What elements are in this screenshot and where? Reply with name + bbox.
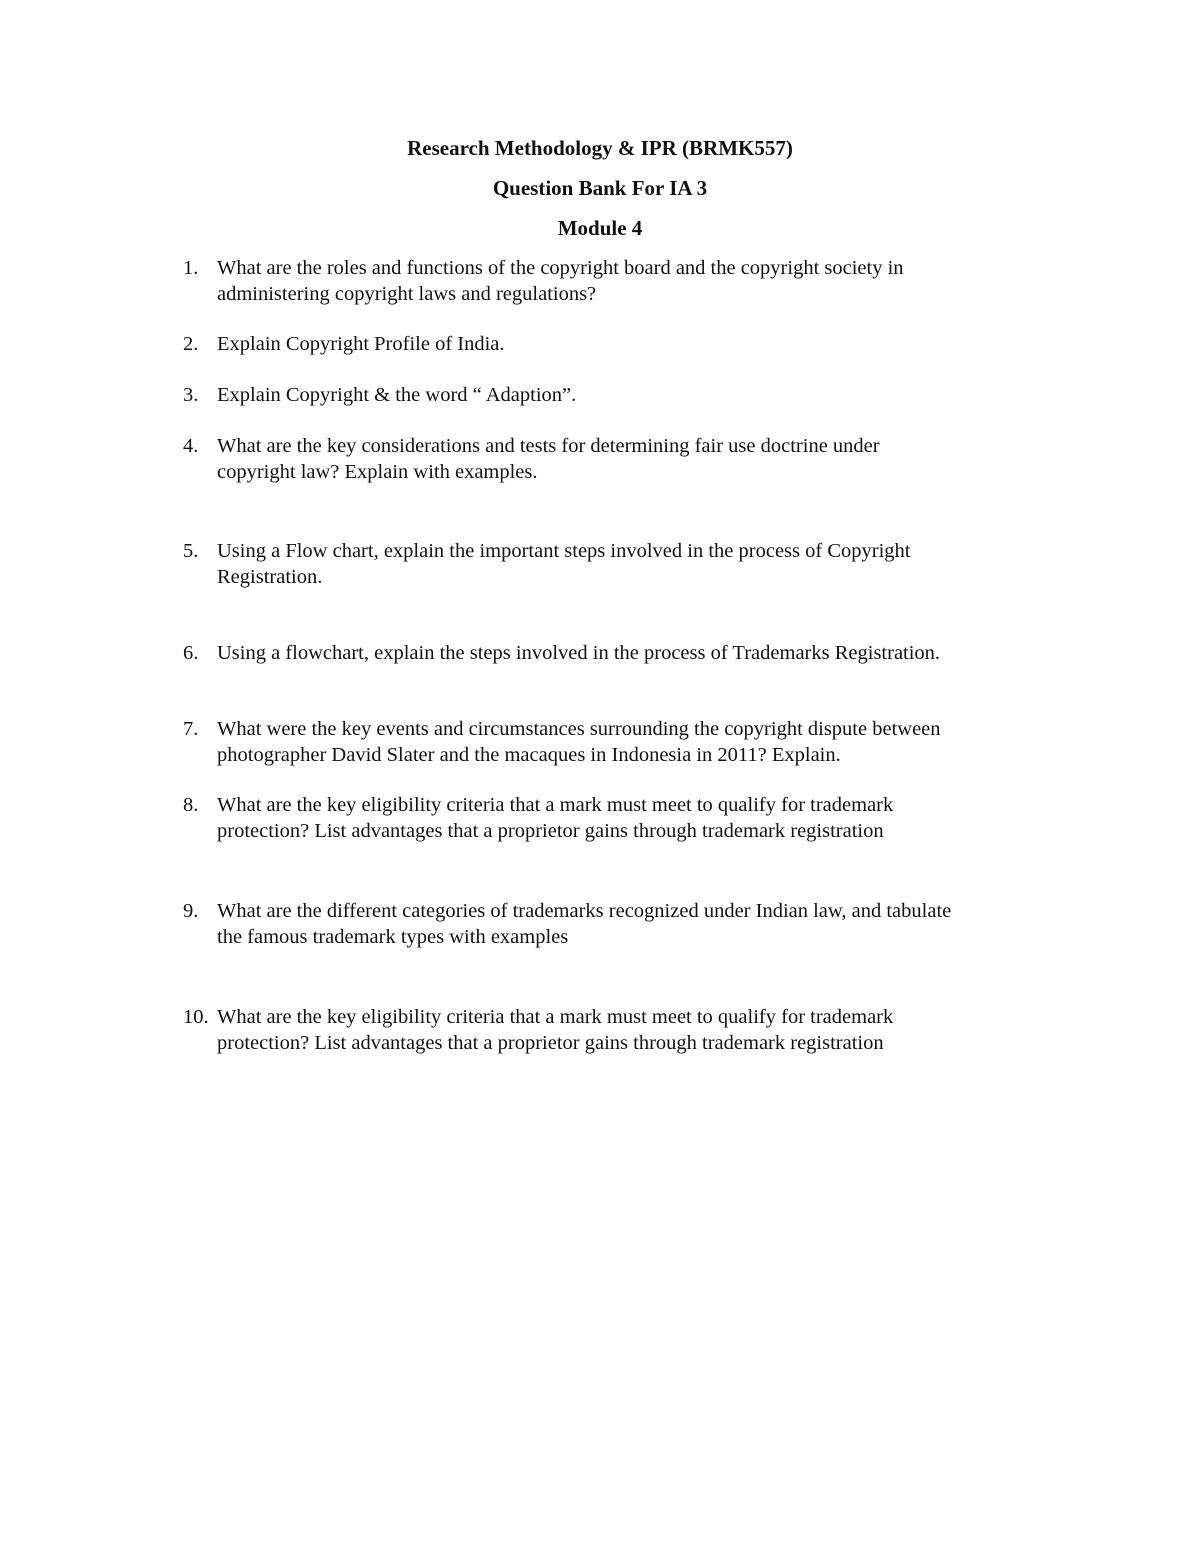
question-item — [183, 792, 1033, 844]
question-item — [183, 255, 1033, 307]
question-item — [183, 640, 1033, 666]
question-item — [183, 898, 1033, 950]
question-number: 5. — [183, 540, 199, 562]
question-number: 9. — [183, 900, 199, 922]
question-number: 7. — [183, 718, 199, 740]
question-item — [183, 382, 1033, 408]
question-number: 2. — [183, 333, 199, 355]
document-subtitle: Question Bank For IA 3 — [492, 176, 708, 200]
question-item — [183, 716, 1033, 768]
question-text: What are the roles and functions of the copyright board and the copyright society in administering copyright laws and regulations? — [217, 257, 904, 305]
question-text: What were the key events and circumstances surrounding the copyright dispute between photographer David Slater and the macaques in Indonesia in 2011? Explain. — [217, 718, 941, 766]
question-text: Using a flowchart, explain the steps involved in the process of Trademarks Registration. — [217, 642, 941, 664]
question-item — [183, 433, 1033, 485]
question-number: 8. — [183, 794, 199, 816]
question-number: 4. — [183, 435, 199, 457]
question-text: What are the different categories of trademarks recognized under Indian law, and tabulate the famous trademark types with examples — [217, 900, 952, 948]
question-item — [183, 331, 1033, 357]
question-text: What are the key eligibility criteria that a mark must meet to qualify for trademark protection? List advantages that a proprietor gains through trademark registration — [217, 794, 894, 842]
question-number: 3. — [183, 384, 199, 406]
module-heading: Module 4 — [557, 216, 643, 240]
question-number: 6. — [183, 642, 199, 664]
question-text: Explain Copyright & the word “ Adaption”. — [217, 384, 577, 406]
question-number: 10. — [183, 1006, 209, 1028]
question-text: Using a Flow chart, explain the important steps involved in the process of Copyright Registration. — [217, 540, 911, 588]
question-text: What are the key considerations and tests for determining fair use doctrine under copyright law? Explain with examples. — [217, 435, 880, 483]
question-text: Explain Copyright Profile of India. — [217, 333, 505, 355]
question-item — [183, 538, 1033, 590]
document-title: Research Methodology & IPR (BRMK557) — [407, 136, 793, 160]
question-item — [183, 1004, 1033, 1056]
question-text: What are the key eligibility criteria that a mark must meet to qualify for trademark protection? List advantages that a proprietor gains through trademark registration — [217, 1006, 894, 1054]
question-number: 1. — [183, 257, 199, 279]
